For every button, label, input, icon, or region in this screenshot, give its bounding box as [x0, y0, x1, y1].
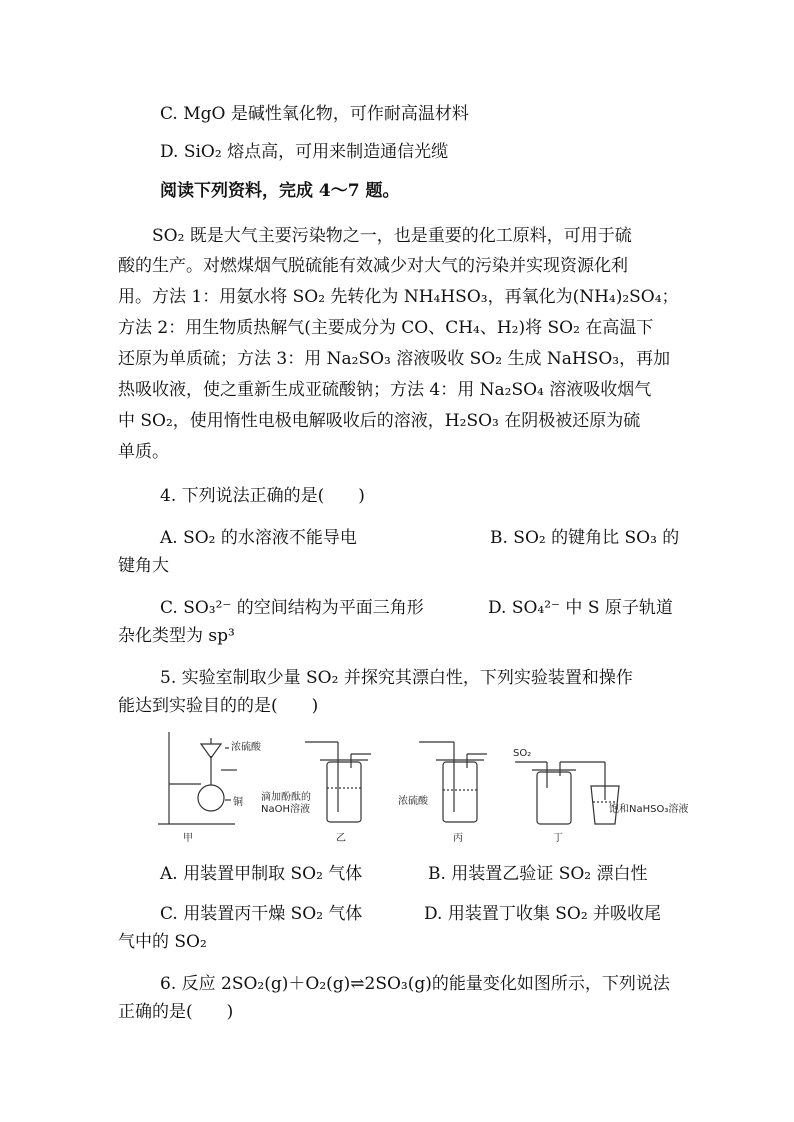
- yi-label: 乙: [336, 833, 346, 844]
- ding-label: 丁: [553, 833, 563, 844]
- passage-line: 中 SO₂，使用惰性电极电解吸收后的溶液，H₂SO₃ 在阴极被还原为硫: [118, 411, 641, 431]
- jia-acid-label: 浓硫酸: [231, 742, 261, 753]
- q5-option-b[interactable]: B. 用装置乙验证 SO₂ 漂白性: [428, 864, 648, 884]
- passage-line: 热吸收液，使之重新生成亚硫酸钠；方法 4：用 Na₂SO₄ 溶液吸收烟气: [118, 380, 652, 400]
- q4-option-d-cont: 杂化类型为 sp³: [118, 626, 235, 646]
- bing-reagent-label: 浓硫酸: [398, 796, 428, 807]
- q5-option-a[interactable]: A. 用装置甲制取 SO₂ 气体: [160, 864, 363, 884]
- reading-heading: 阅读下列资料，完成 4～7 题。: [160, 181, 400, 201]
- passage-line: 还原为单质硫；方法 3：用 Na₂SO₃ 溶液吸收 SO₂ 生成 NaHSO₃，再加: [118, 349, 671, 369]
- apparatus-jia: [158, 732, 237, 824]
- q5-option-d-cont: 气中的 SO₂: [118, 932, 207, 952]
- passage-line: 酸的生产。对燃煤烟气脱硫能有效减少对大气的污染并实现资源化利: [118, 256, 628, 276]
- q4-stem: 4. 下列说法正确的是( ): [160, 486, 365, 506]
- passage-line: SO₂ 既是大气主要污染物之一，也是重要的化工原料，可用于硫: [118, 226, 632, 246]
- q5-option-d[interactable]: D. 用装置丁收集 SO₂ 并吸收尾: [424, 904, 662, 924]
- yi-reagent-label-2: NaOH溶液: [261, 804, 310, 815]
- option-c-line: C. MgO 是碱性氧化物，可作耐高温材料: [160, 104, 469, 124]
- option-d-line: D. SiO₂ 熔点高，可用来制造通信光缆: [160, 142, 449, 162]
- ding-gas-label: SO₂: [513, 748, 532, 759]
- q5-option-c[interactable]: C. 用装置丙干燥 SO₂ 气体: [160, 904, 363, 924]
- q6-stem-line2: 正确的是( ): [118, 1002, 234, 1022]
- bing-label: 丙: [453, 833, 463, 844]
- apparatus-ding: [515, 762, 619, 824]
- q4-option-a[interactable]: A. SO₂ 的水溶液不能导电: [160, 528, 357, 548]
- apparatus-figure: [155, 728, 715, 846]
- q4-option-d[interactable]: D. SO₄²⁻ 中 S 原子轨道: [488, 598, 673, 618]
- q6-stem-line1: 6. 反应 2SO₂(g)＋O₂(g)⇌2SO₃(g)的能量变化如图所示，下列说法: [160, 974, 670, 994]
- apparatus-bing: [419, 742, 487, 822]
- yi-reagent-label-1: 滴加酚酞的: [261, 792, 311, 803]
- jia-copper-label: 铜: [233, 797, 243, 808]
- apparatus-yi: [305, 742, 371, 822]
- q5-stem-line2: 能达到实验目的的是( ): [118, 696, 319, 716]
- q4-option-c[interactable]: C. SO₃²⁻ 的空间结构为平面三角形: [160, 598, 424, 618]
- passage-line: 方法 2：用生物质热解气(主要成分为 CO、CH₄、H₂)将 SO₂ 在高温下: [118, 318, 654, 338]
- ding-reagent-label: 饱和NaHSO₃溶液: [609, 804, 689, 815]
- passage-line: 用。方法 1：用氨水将 SO₂ 先转化为 NH₄HSO₃，再氧化为(NH₄)₂SO₄；: [118, 287, 679, 307]
- passage-line: 单质。: [118, 442, 169, 462]
- q5-stem-line1: 5. 实验室制取少量 SO₂ 并探究其漂白性，下列实验装置和操作: [160, 668, 633, 688]
- q4-option-b[interactable]: B. SO₂ 的键角比 SO₃ 的: [490, 528, 680, 548]
- q4-option-b-cont: 键角大: [118, 556, 169, 576]
- jia-label: 甲: [183, 833, 193, 844]
